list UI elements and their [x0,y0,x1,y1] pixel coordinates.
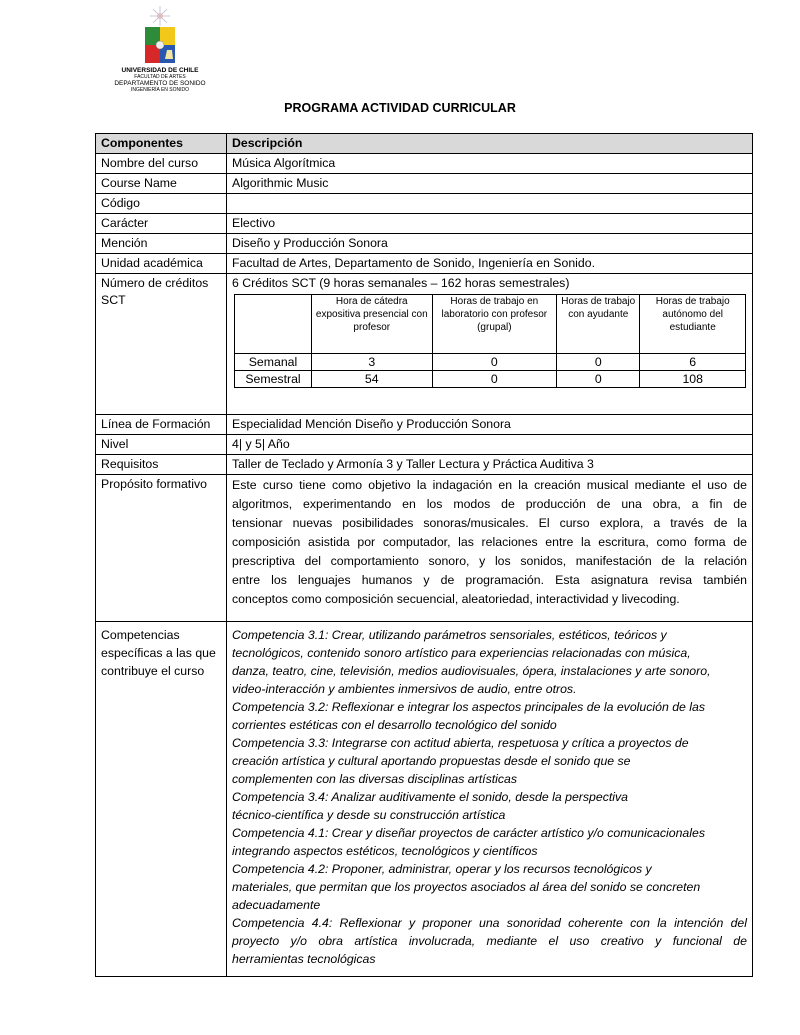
row-label: Número de créditos SCT [96,274,227,415]
row-label: Competencias específicas a las que contribuye el curso [96,622,227,977]
row-label: Carácter [96,214,227,234]
row-label: Línea de Formación [96,415,227,435]
purpose-line: conceptos como composición secuencial, aleatoriedad, interactividad y livecoding. [232,592,680,606]
competency-line: herramientas tecnológicas [232,952,376,966]
hours-table [234,294,746,388]
table-row [96,254,753,274]
table-row [96,475,753,622]
purpose-line: prescriptiva del comportamiento sonoro, y los sonidos, manifestación de la relación [232,554,747,568]
competency-line: Competencia 3.4: Analizar auditivamente el sonido, desde la perspectiva [232,790,629,804]
hours-value: 0 [557,354,640,371]
row-label: Requisitos [96,455,227,475]
purpose-line: algoritmos, experimentando en los modos de producción de una obra, a fin de [232,497,747,511]
table-row [96,415,753,435]
purpose-line: entre los lenguajes humanos y de programación. Esta asignatura revisa también [232,573,747,587]
logo-department: DEPARTAMENTO DE SONIDO [114,80,206,87]
competency-line: complementen con las diversas disciplinas artísticas [232,772,518,786]
competency-line: Competencia 3.3: Integrarse con actitud abierta, respetuosa y crítica a proyectos de [232,736,689,750]
row-label: Unidad académica [96,254,227,274]
header-componentes: Componentes [96,134,227,154]
logo-faculty: FACULTAD DE ARTES [134,74,186,80]
table-row [96,622,753,977]
hours-value: 6 [640,354,746,371]
row-label: Mención [96,234,227,254]
header-descripcion: Descripción [227,134,753,154]
purpose-line: Este curso tiene como objetivo la indagación en la creación musical mediante el uso de [232,478,747,492]
table-row [96,214,753,234]
competency-line: técnico-científica y desde su construcción artística [232,808,506,822]
table-row [96,455,753,475]
competency-line: Competencia 3.1: Crear, utilizando parámetros sensoriales, estéticos, teóricos y [232,628,667,642]
purpose-line: tensionar nuevas posibilidades sonoras/musicales. El curso explora, a través de la [232,516,747,530]
course-mention: Diseño y Producción Sonora [227,234,753,254]
hours-row-semestral [235,371,746,388]
hours-value: 54 [312,371,433,388]
hours-row-semanal [235,354,746,371]
competency-line: Competencia 4.2: Proponer, administrar, operar y los recursos tecnológicos y [232,862,652,876]
hours-value: 0 [557,371,640,388]
hours-header: Horas de trabajo autónomo del estudiante [640,295,746,354]
row-label: Código [96,194,227,214]
page-title: PROGRAMA ACTIVIDAD CURRICULAR [284,101,516,115]
row-label: Nivel [96,435,227,455]
university-crest-icon [115,4,205,66]
competency-line: tecnológicos, contenido sonoro artístico para experiencias relacionadas con música, [232,646,691,660]
table-row [96,194,753,214]
logo-university-name: UNIVERSIDAD DE CHILE [121,67,199,74]
hours-value: 0 [432,354,557,371]
hours-header: Horas de trabajo con ayudante [557,295,640,354]
table-row [96,274,753,415]
competency-line: materiales, que permitan que los proyectos asociados al área del sonido se concreten [232,880,701,894]
competency-line: corrientes estéticas con el desarrollo tecnológico del sonido [232,718,557,732]
credits-cell [227,274,753,415]
table-row [96,435,753,455]
table-header-row [96,134,753,154]
competency-line: proyecto y/o obra artística involucrada, mediante el uso creativo y funcional de [232,934,747,948]
purpose-text [227,475,753,622]
hours-header-row [235,295,746,354]
row-label: Propósito formativo [96,475,227,622]
program-table [95,133,753,977]
requirements: Taller de Teclado y Armonía 3 y Taller Lectura y Práctica Auditiva 3 [227,455,753,475]
hours-value: 3 [312,354,433,371]
competency-line: Competencia 3.2: Reflexionar e integrar los aspectos principales de la evolución de las [232,700,706,714]
course-name-es: Música Algorítmica [227,154,753,174]
hours-header: Horas de trabajo en laboratorio con profesor (grupal) [432,295,557,354]
competency-line: adecuadamente [232,898,321,912]
table-row [96,154,753,174]
credits-summary: 6 Créditos SCT (9 horas semanales – 162 horas semestrales) [232,276,570,290]
logo-program: INGENIERÍA EN SONIDO [130,87,190,93]
hours-value: 108 [640,371,746,388]
training-line: Especialidad Mención Diseño y Producción Sonora [227,415,753,435]
table-row [96,174,753,194]
hours-header: Hora de cátedra expositiva presencial con profesor [312,295,433,354]
competency-line: Competencia 4.4: Reflexionar y proponer una sonoridad coherente con la intención del [232,916,747,930]
hours-corner [235,295,312,354]
academic-unit: Facultad de Artes, Departamento de Sonido, Ingeniería en Sonido. [227,254,753,274]
row-label: Nombre del curso [96,154,227,174]
course-character: Electivo [227,214,753,234]
university-logo [100,4,220,96]
competency-line: creación artística y cultural aportando propuestas desde el sonido que se [232,754,631,768]
hours-row-label: Semanal [235,354,312,371]
row-label: Course Name [96,174,227,194]
hours-value: 0 [432,371,557,388]
level: 4| y 5| Año [227,435,753,455]
competencies-text [227,622,753,977]
table-row [96,234,753,254]
competency-line: Competencia 4.1: Crear y diseñar proyectos de carácter artístico y/o comunicacionales [232,826,705,840]
competency-line: video-interacción y ambientes inmersivos de audio, entre otros. [232,682,577,696]
competency-line: danza, teatro, cine, televisión, medios audiovisuales, ópera, instalaciones y arte sonoro, [232,664,711,678]
competency-line: integrando aspectos estéticos, tecnológicos y científicos [232,844,538,858]
course-code [227,194,753,214]
course-name-en: Algorithmic Music [227,174,753,194]
purpose-line: composición asistida por computador, las relaciones entre la escritura, como forma de [232,535,747,549]
hours-row-label: Semestral [235,371,312,388]
